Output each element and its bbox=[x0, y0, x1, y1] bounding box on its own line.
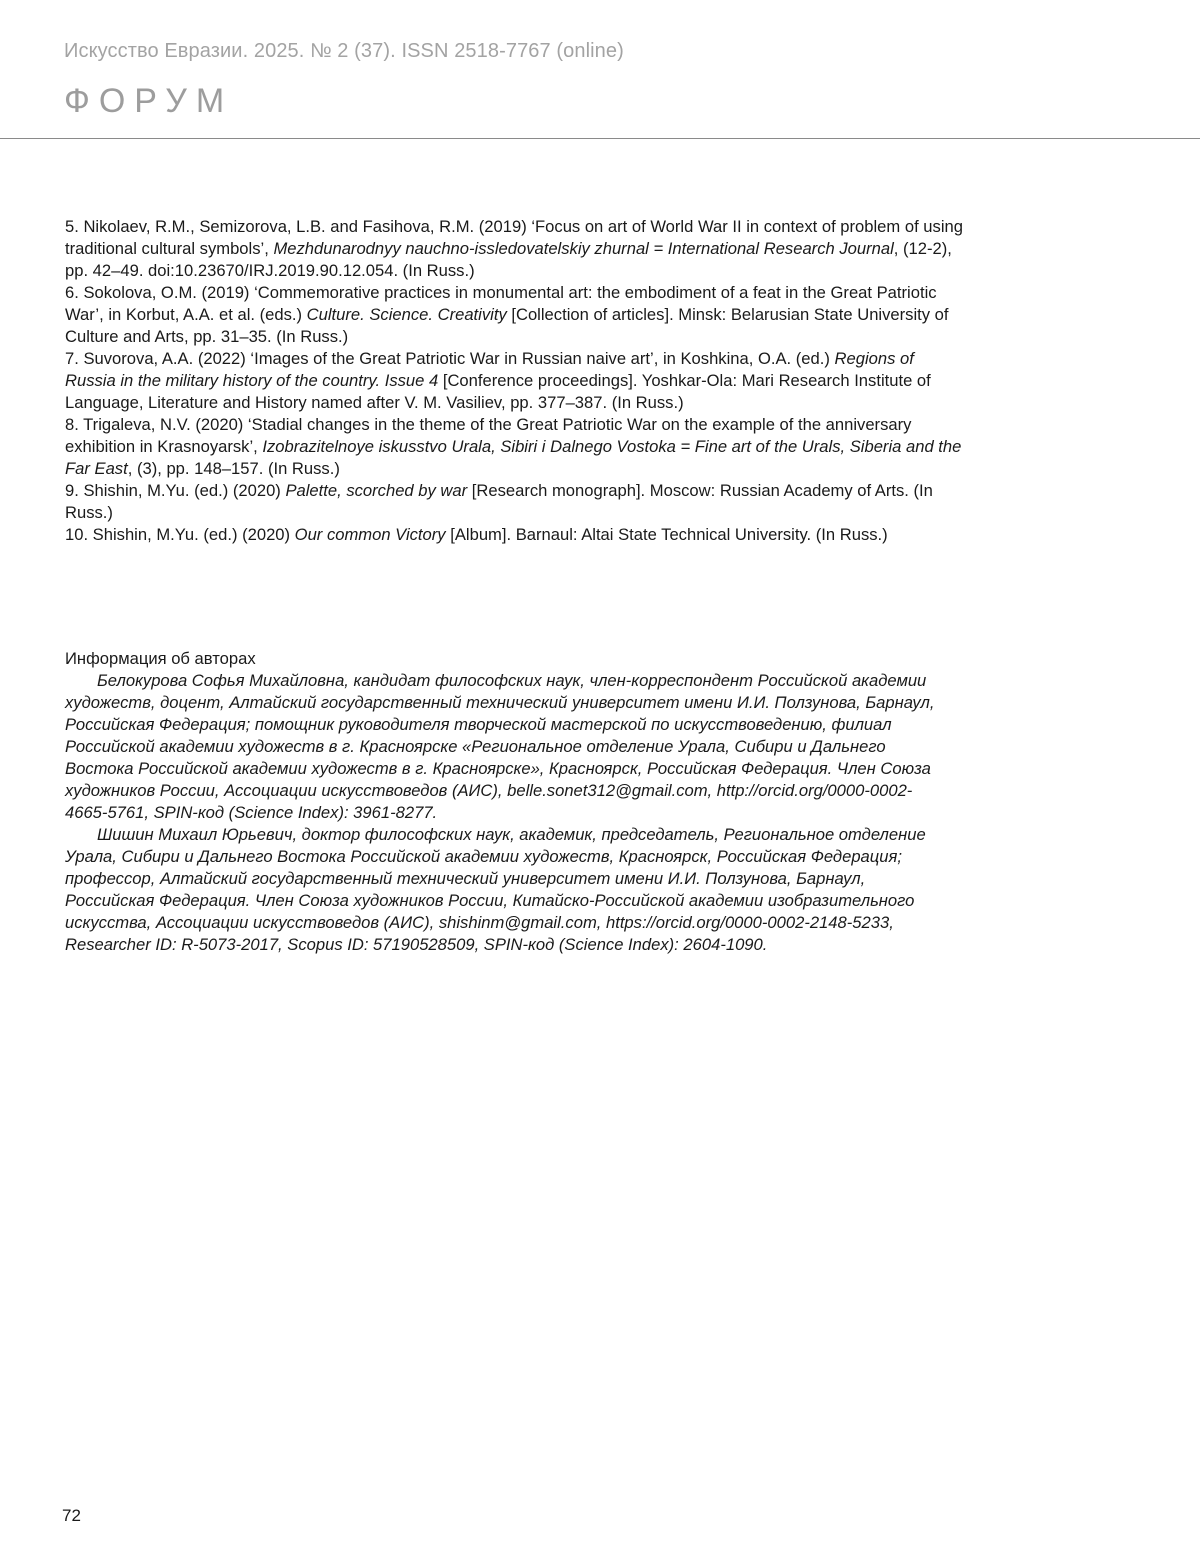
reference-item: 10. Shishin, M.Yu. (ed.) (2020) Our common Victory [Album]. Barnaul: Altai State Technical University. (In Russ.) bbox=[65, 525, 888, 544]
author-bio-belokurova: Белокурова Софья Михайловна, кандидат философских наук, член-корреспондент Российской академии художеств, доцент, Алтайский государственный технический университет имени И.И. Ползунова, Барнаул, Российская Федерация; помощник руководителя творческой мастерской по искусствоведению, филиал Российской академии художеств в г. Красноярске «Региональное отделение Урала, Сибири и Дальнего Востока Российской академии художеств в г. Красноярске», Красноярск, Российская Федерация. Член Союза художников России, Ассоциации искусствоведов (АИС), belle.sonet312@gmail.com, http://orcid.org/0000-0002-4665-5761, SPIN-код (Science Index): 3961-8277. bbox=[65, 671, 935, 822]
section-title: ФОРУМ bbox=[64, 82, 234, 120]
author-information bbox=[65, 648, 935, 956]
authors-heading: Информация об авторах bbox=[65, 649, 256, 668]
reference-item: 7. Suvorova, A.A. (2022) ‘Images of the Great Patriotic War in Russian naive art’, in Koshkina, O.A. (ed.) Regions of Russia in the military history of the country. Issue 4 [Conference proceedings]. Yoshkar-Ola: Mari Research Institute of Language, Literature and History named after V. M. Vasiliev, pp. 377–387. (In Russ.) bbox=[65, 349, 931, 412]
journal-citation-line: Искусство Евразии. 2025. № 2 (37). ISSN 2518-7767 (online) bbox=[64, 40, 624, 62]
references-list bbox=[65, 216, 965, 546]
author-bio-shishin: Шишин Михаил Юрьевич, доктор философских наук, академик, председатель, Региональное отделение Урала, Сибири и Дальнего Востока Российской академии художеств, Красноярск, Российская Федерация; профессор, Алтайский государственный технический университет имени И.И. Ползунова, Барнаул, Российская Федерация. Член Союза художников России, Китайско-Российской академии изобразительного искусства, Ассоциации искусствоведов (АИС), shishinm@gmail.com, https://orcid.org/0000-0002-2148-5233, Researcher ID: R-5073-2017, Scopus ID: 57190528509, SPIN-код (Science Index): 2604-1090. bbox=[65, 825, 926, 954]
reference-item: 9. Shishin, M.Yu. (ed.) (2020) Palette, scorched by war [Research monograph]. Moscow: Russian Academy of Arts. (In Russ.) bbox=[65, 481, 933, 522]
page-header bbox=[0, 0, 1200, 139]
page-number: 72 bbox=[62, 1506, 81, 1525]
reference-item: 5. Nikolaev, R.M., Semizorova, L.B. and Fasihova, R.M. (2019) ‘Focus on art of World War II in context of problem of using traditional cultural symbols’, Mezhdunarodnyy nauchno-issledovatelskiy zhurnal = International Research Journal, (12-2), pp. 42–49. doi:10.23670/IRJ.2019.90.12.054. (In Russ.) bbox=[65, 217, 963, 280]
reference-item: 8. Trigaleva, N.V. (2020) ‘Stadial changes in the theme of the Great Patriotic War on the example of the anniversary exhibition in Krasnoyarsk’, Izobrazitelnoye iskusstvo Urala, Sibiri i Dalnego Vostoka = Fine art of the Urals, Siberia and the Far East, (3), pp. 148–157. (In Russ.) bbox=[65, 415, 962, 478]
reference-item: 6. Sokolova, O.M. (2019) ‘Commemorative practices in monumental art: the embodiment of a feat in the Great Patriotic War’, in Korbut, A.A. et al. (eds.) Culture. Science. Creativity [Collection of articles]. Minsk: Belarusian State University of Culture and Arts, pp. 31–35. (In Russ.) bbox=[65, 283, 949, 346]
